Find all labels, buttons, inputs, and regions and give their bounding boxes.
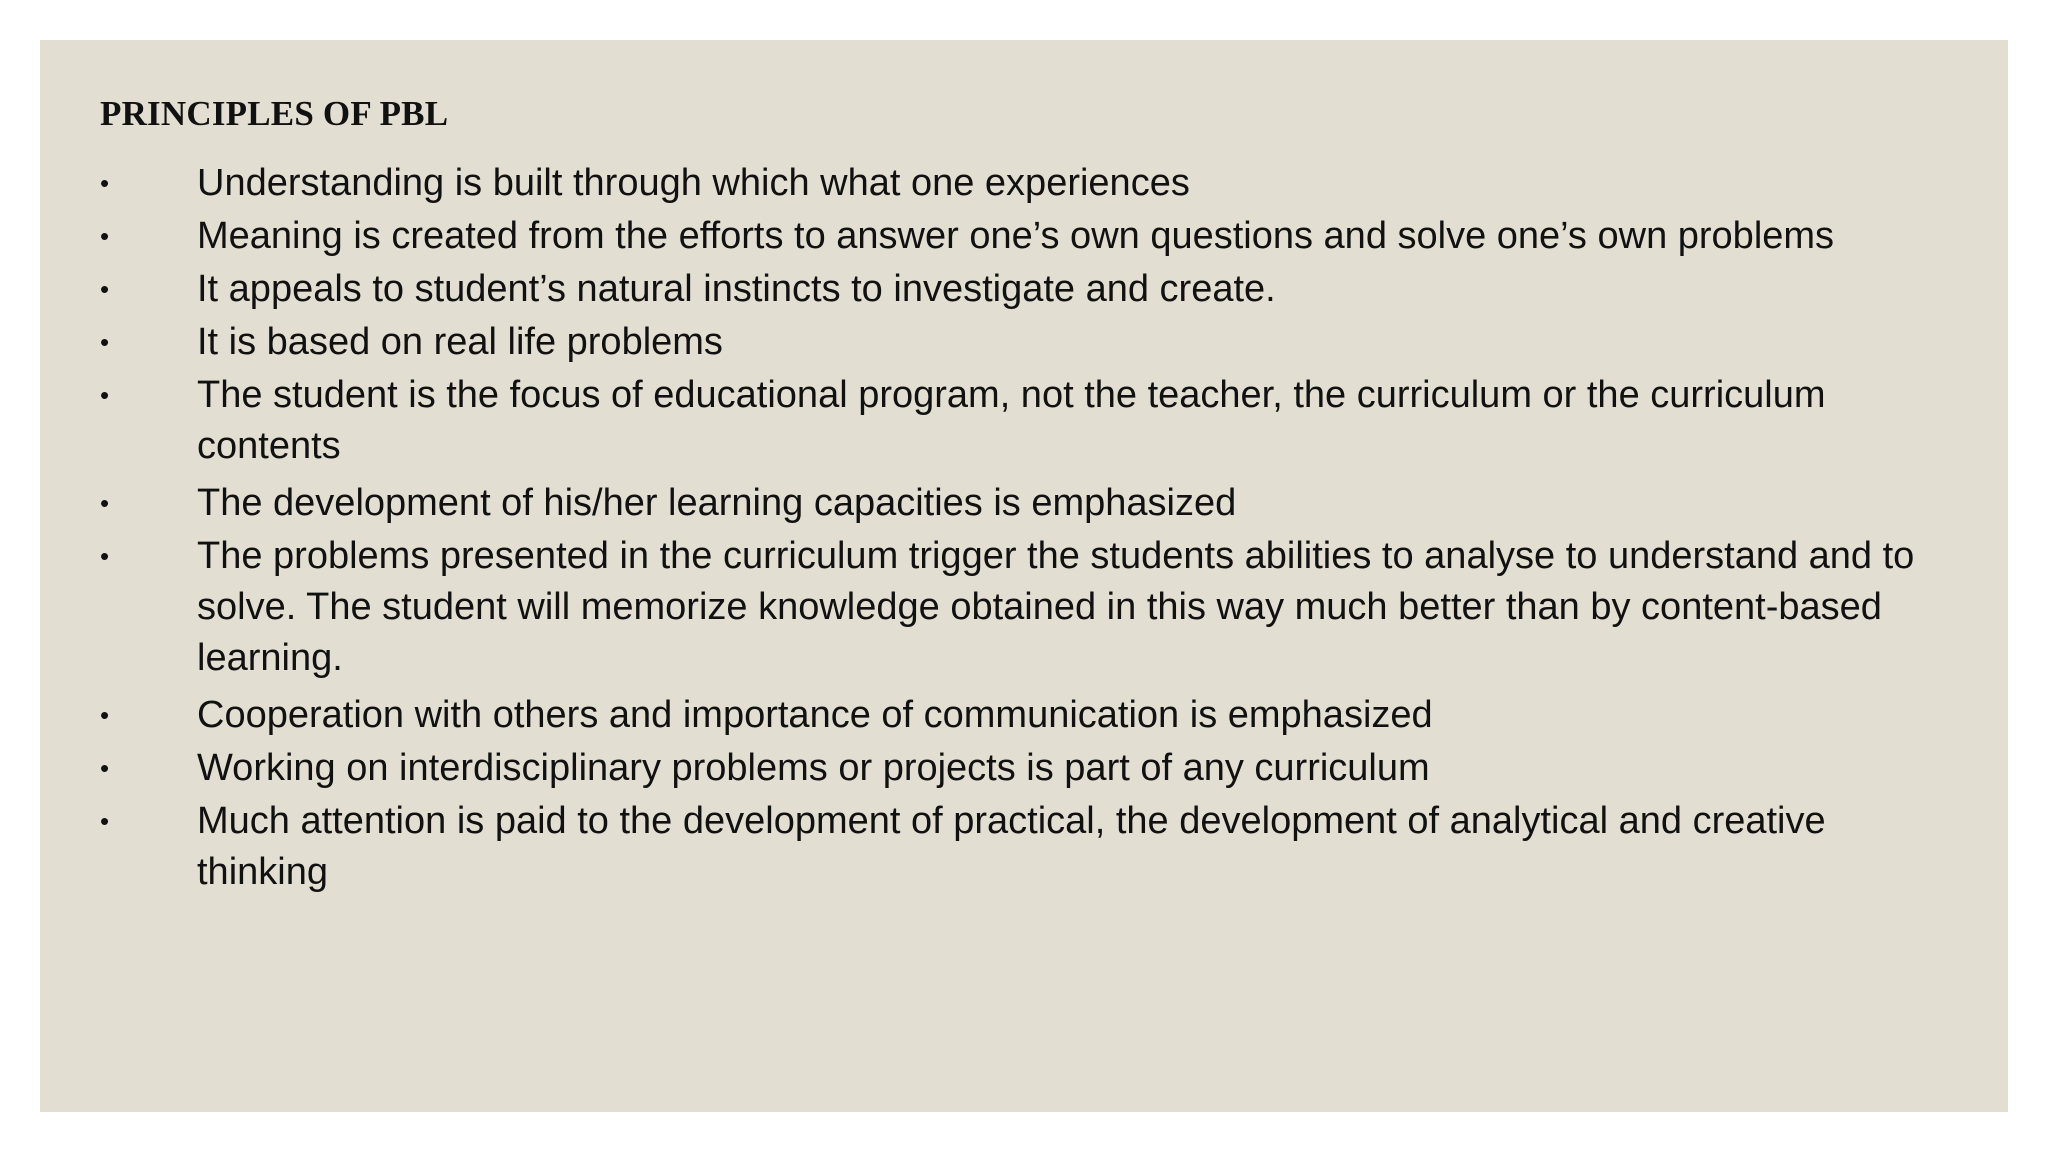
bullet-text: It appeals to student’s natural instincts to investigate and create. (197, 268, 1276, 310)
bullet-list (100, 158, 1920, 900)
bullet-dot-icon: • (100, 541, 110, 571)
bullet-text: The problems presented in the curriculum trigger the students abilities to analyse to understand and to solve. The student will memorize knowledge obtained in this way much better than by content-based learning. (197, 535, 1915, 679)
bullet-text: It is based on real life problems (197, 321, 723, 363)
bullet-dot-icon: • (100, 488, 110, 518)
bullet-dot-icon: • (100, 168, 110, 198)
bullet-item (100, 317, 1920, 368)
bullet-text: Understanding is built through which what one experiences (197, 162, 1190, 204)
bullet-item (100, 370, 1920, 472)
bullet-item (100, 264, 1920, 315)
bullet-dot-icon: • (100, 700, 110, 730)
bullet-dot-icon: • (100, 753, 110, 783)
bullet-text: Cooperation with others and importance of communication is emphasized (197, 694, 1433, 736)
bullet-text: Working on interdisciplinary problems or projects is part of any curriculum (197, 747, 1430, 789)
slide (40, 40, 2008, 1112)
bullet-dot-icon: • (100, 221, 110, 251)
bullet-text: Much attention is paid to the development of practical, the development of analytical and creative thinking (197, 800, 1826, 893)
bullet-text: The student is the focus of educational program, not the teacher, the curriculum or the curriculum contents (197, 374, 1826, 467)
bullet-text: Meaning is created from the efforts to answer one’s own questions and solve one’s own problems (197, 215, 1835, 257)
bullet-text: The development of his/her learning capacities is emphasized (197, 482, 1237, 524)
slide-title: PRINCIPLES OF PBL (100, 94, 449, 133)
bullet-item (100, 531, 1920, 684)
bullet-item (100, 478, 1920, 529)
bullet-dot-icon: • (100, 806, 110, 836)
bullet-item (100, 690, 1920, 741)
bullet-item (100, 743, 1920, 794)
bullet-dot-icon: • (100, 274, 110, 304)
bullet-item (100, 796, 1920, 898)
bullet-dot-icon: • (100, 380, 110, 410)
bullet-item (100, 158, 1920, 209)
bullet-dot-icon: • (100, 327, 110, 357)
bullet-item (100, 211, 1920, 262)
